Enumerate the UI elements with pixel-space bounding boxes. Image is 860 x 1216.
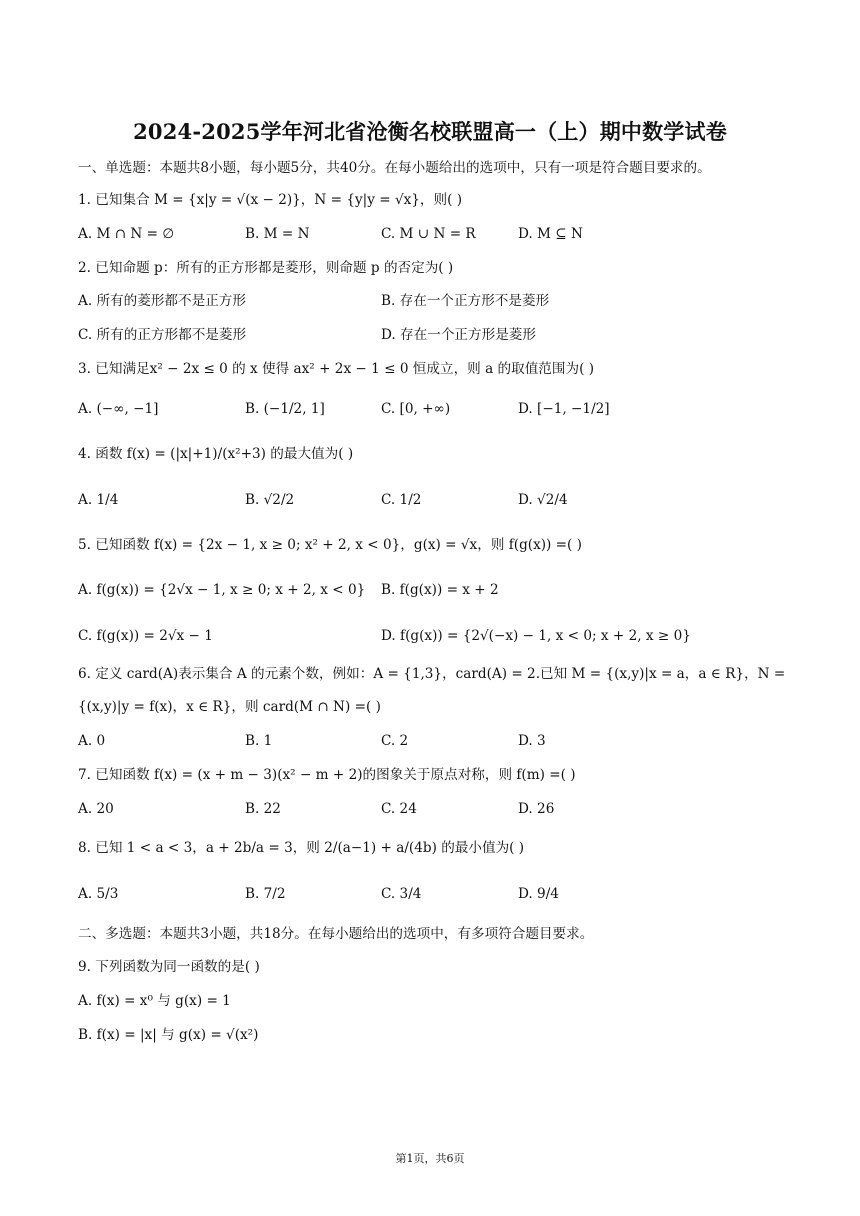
- question-1-stem: 1. 已知集合 M = {x|y = √(x − 2)}，N = {y|y = √x}，则( ): [78, 192, 463, 208]
- q2-option-a: A. 所有的菱形都不是正方形: [78, 293, 246, 309]
- q7-option-d: D. 26: [518, 801, 555, 817]
- q1-option-c: C. M ∪ N = R: [381, 226, 476, 242]
- q2-option-b: B. 存在一个正方形不是菱形: [381, 293, 550, 309]
- q9-option-b: B. f(x) = |x| 与 g(x) = √(x²): [78, 1027, 259, 1043]
- q2-option-d: D. 存在一个正方形是菱形: [381, 327, 536, 343]
- q5-option-b: B. f(g(x)) = x + 2: [381, 582, 499, 598]
- question-6-stem: 6. 定义 card(A)表示集合 A 的元素个数，例如：A = {1,3}，card(A) = 2.已知 M = {(x,y)|x = a，a ∈ R}，N =: [78, 666, 786, 682]
- q1-option-d: D. M ⊆ N: [518, 226, 583, 242]
- q1-option-b: B. M = N: [245, 226, 310, 242]
- question-5-stem: 5. 已知函数 f(x) = {2x − 1, x ≥ 0; x² + 2, x < 0}，g(x) = √x，则 f(g(x)) =( ): [78, 537, 582, 553]
- question-7-stem: 7. 已知函数 f(x) = (x + m − 3)(x² − m + 2)的图象关于原点对称，则 f(m) =( ): [78, 767, 576, 783]
- q1-option-a: A. M ∩ N = ∅: [78, 226, 175, 242]
- q4-option-b: B. √2/2: [245, 492, 295, 508]
- q5-option-a: A. f(g(x)) = {2√x − 1, x ≥ 0; x + 2, x < 0}: [78, 582, 366, 598]
- q8-option-d: D. 9/4: [518, 886, 559, 902]
- question-4-stem: 4. 函数 f(x) = (|x|+1)/(x²+3) 的最大值为( ): [78, 446, 354, 462]
- question-6-stem-continued: {(x,y)|y = f(x)，x ∈ R}，则 card(M ∩ N) =( ): [78, 699, 381, 715]
- q8-option-b: B. 7/2: [245, 886, 286, 902]
- question-3-stem: 3. 已知满足x² − 2x ≤ 0 的 x 使得 ax² + 2x − 1 ≤ 0 恒成立，则 a 的取值范围为( ): [78, 361, 594, 377]
- q3-option-c: C. [0, +∞): [381, 401, 451, 417]
- q6-option-c: C. 2: [381, 733, 409, 749]
- q5-option-d: D. f(g(x)) = {2√(−x) − 1, x < 0; x + 2, x ≥ 0}: [381, 628, 691, 644]
- q3-option-b: B. (−1/2, 1]: [245, 401, 325, 417]
- q9-option-a: A. f(x) = x⁰ 与 g(x) = 1: [78, 993, 231, 1009]
- question-9-stem: 9. 下列函数为同一函数的是( ): [78, 959, 260, 975]
- page-title: 2024-2025学年河北省沧衡名校联盟高一（上）期中数学试卷: [133, 119, 727, 144]
- question-8-stem: 8. 已知 1 < a < 3，a + 2b/a = 3，则 2/(a−1) + a/(4b) 的最小值为( ): [78, 840, 525, 856]
- q4-option-c: C. 1/2: [381, 492, 422, 508]
- q3-option-a: A. (−∞, −1]: [78, 401, 159, 417]
- section-1-heading: 一、单选题：本题共8小题，每小题5分，共40分。在每小题给出的选项中，只有一项是符合题目要求的。: [78, 160, 711, 176]
- q8-option-a: A. 5/3: [78, 886, 119, 902]
- q2-option-c: C. 所有的正方形都不是菱形: [78, 327, 247, 343]
- q6-option-b: B. 1: [245, 733, 273, 749]
- section-2-heading: 二、多选题：本题共3小题，共18分。在每小题给出的选项中，有多项符合题目要求。: [78, 926, 594, 942]
- question-2-stem: 2. 已知命题 p：所有的正方形都是菱形，则命题 p 的否定为( ): [78, 260, 454, 276]
- q7-option-a: A. 20: [78, 801, 114, 817]
- q5-option-c: C. f(g(x)) = 2√x − 1: [78, 628, 213, 644]
- q6-option-d: D. 3: [518, 733, 546, 749]
- q7-option-c: C. 24: [381, 801, 417, 817]
- q4-option-a: A. 1/4: [78, 492, 119, 508]
- q4-option-d: D. √2/4: [518, 492, 568, 508]
- page-footer: 第1页，共6页: [395, 1152, 465, 1165]
- q7-option-b: B. 22: [245, 801, 281, 817]
- q3-option-d: D. [−1, −1/2]: [518, 401, 610, 417]
- q8-option-c: C. 3/4: [381, 886, 422, 902]
- q6-option-a: A. 0: [78, 733, 106, 749]
